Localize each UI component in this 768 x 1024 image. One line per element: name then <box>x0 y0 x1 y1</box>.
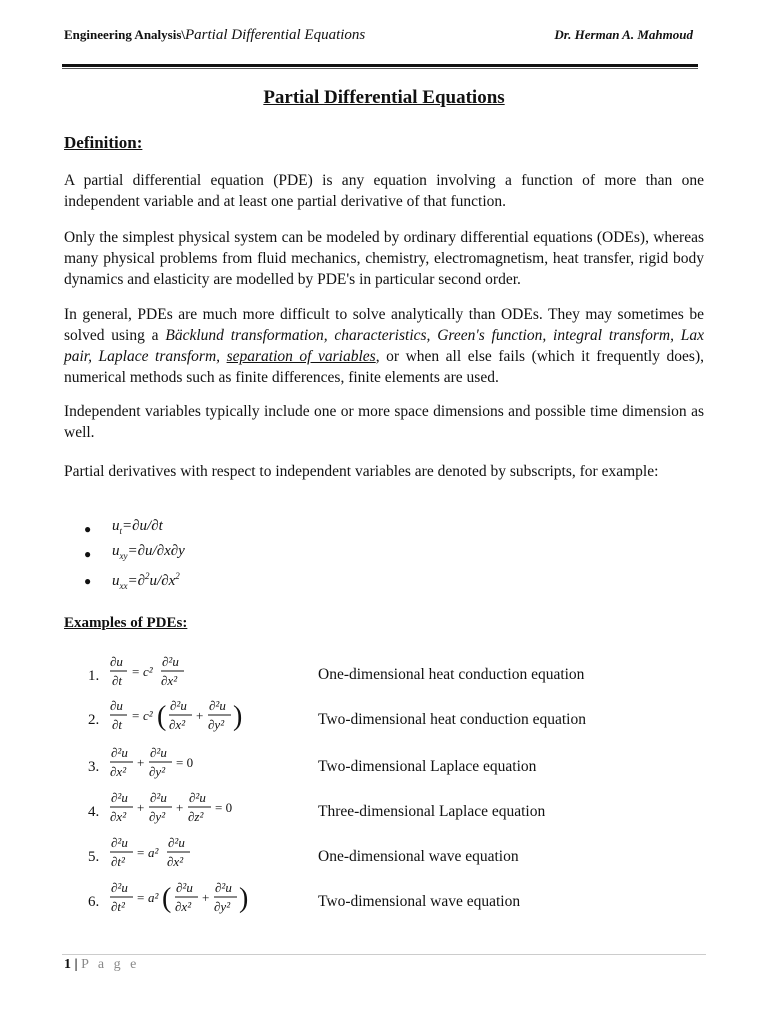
equation-number: 2. <box>88 712 100 728</box>
equation-number: 3. <box>88 759 100 775</box>
paragraph-methods <box>64 304 704 388</box>
svg-text:∂x²: ∂x² <box>110 764 127 779</box>
equation-formula <box>110 792 330 832</box>
svg-text:∂²u: ∂²u <box>215 880 232 895</box>
svg-text:∂²u: ∂²u <box>168 835 185 850</box>
footer-rule <box>62 954 706 955</box>
equation-formula <box>110 880 340 924</box>
svg-text:∂x²: ∂x² <box>175 899 192 914</box>
equation-formula <box>110 656 310 696</box>
list-item: ● $u_{xx}=\partial^2u/\partial x^2$ <box>84 571 180 591</box>
svg-text:(: ( <box>157 701 167 732</box>
separation-of-variables-link: separation of variables <box>226 348 376 365</box>
header-course-italic: Partial Differential Equations <box>185 27 366 43</box>
svg-text:c²: c² <box>143 664 153 679</box>
svg-text:∂²u: ∂²u <box>189 790 206 805</box>
header-course-bold: Engineering Analysis\ <box>64 27 185 42</box>
svg-text:∂²u: ∂²u <box>209 698 226 713</box>
svg-text:+: + <box>137 800 145 815</box>
svg-text:c²: c² <box>143 708 153 723</box>
equation-5-description: One-dimensional wave equation <box>318 848 519 865</box>
svg-text:∂²u: ∂²u <box>111 745 128 760</box>
paragraph-odes: Only the simplest physical system can be modeled by ordinary differential equations (ODEs), whereas many physical problems from fluid mechanics, chemistry, electromagnetism, heat transfer, rigid body dynamics and elasticity are modelled by PDE's in particular second order. <box>64 229 704 288</box>
equation-1-description: One-dimensional heat conduction equation <box>318 666 585 683</box>
svg-text:+: + <box>137 755 145 770</box>
svg-text:∂x²: ∂x² <box>169 717 186 732</box>
equation-3-description: Two-dimensional Laplace equation <box>318 758 537 775</box>
svg-text:∂²u: ∂²u <box>162 654 179 669</box>
paragraph-methods-intro: In general, PDEs are much more difficult to solve analytically than ODEs. They may sometimes be solved using a <box>64 306 704 344</box>
header-rule <box>62 64 698 67</box>
svg-text:∂z²: ∂z² <box>188 809 204 824</box>
equation-number: 5. <box>88 849 100 865</box>
svg-text:∂u: ∂u <box>110 698 123 713</box>
page-label: P a g e <box>81 957 140 972</box>
svg-text:∂u: ∂u <box>110 654 123 669</box>
equation-formula <box>110 747 310 787</box>
svg-text:∂y²: ∂y² <box>149 809 166 824</box>
svg-text:∂t²: ∂t² <box>111 899 125 914</box>
svg-text:+: + <box>202 890 210 905</box>
svg-text:∂²u: ∂²u <box>176 880 193 895</box>
svg-text:∂²u: ∂²u <box>170 698 187 713</box>
bullet-list <box>84 516 185 596</box>
svg-text:=: = <box>132 664 140 679</box>
equation-4-description: Three-dimensional Laplace equation <box>318 803 546 820</box>
svg-text:∂t: ∂t <box>112 717 123 732</box>
svg-text:∂²u: ∂²u <box>111 835 128 850</box>
equation-number: 4. <box>88 804 100 820</box>
svg-text:∂²u: ∂²u <box>111 880 128 895</box>
svg-text:= 0: = 0 <box>215 800 233 815</box>
svg-text:∂t: ∂t <box>112 673 123 688</box>
svg-text:∂t²: ∂t² <box>111 854 125 869</box>
svg-text:∂y²: ∂y² <box>208 717 225 732</box>
svg-text:=: = <box>137 890 145 905</box>
svg-text:= 0: = 0 <box>176 755 194 770</box>
svg-text:∂x²: ∂x² <box>167 854 184 869</box>
paragraph-subscripts: Partial derivatives with respect to independent variables are denoted by subscripts, for example: <box>64 463 659 480</box>
svg-text:∂²u: ∂²u <box>150 745 167 760</box>
svg-text:): ) <box>239 883 249 914</box>
svg-text:(: ( <box>162 883 172 914</box>
svg-text:∂x²: ∂x² <box>110 809 127 824</box>
svg-text:∂y²: ∂y² <box>149 764 166 779</box>
header-course <box>64 27 365 44</box>
page-number: 1 <box>64 957 71 972</box>
svg-text:=: = <box>132 708 140 723</box>
svg-text:a²: a² <box>148 890 159 905</box>
svg-text:∂²u: ∂²u <box>150 790 167 805</box>
examples-heading: Examples of PDEs: <box>64 615 188 631</box>
svg-text:a²: a² <box>148 845 159 860</box>
definition-heading: Definition: <box>64 133 143 152</box>
bullet-icon: ● <box>84 521 92 536</box>
svg-text:+: + <box>176 800 184 815</box>
methods-list: Bäcklund transformation, characteristics, Green's function, integral transform, Lax pair, Laplace transform, <box>64 327 705 365</box>
list-item: ● $u_{xy}=\partial u/\partial x\partial y$ <box>84 541 185 566</box>
svg-text:∂y²: ∂y² <box>214 899 231 914</box>
list-item: ● $u_t=\partial u/\partial t$ <box>84 516 185 541</box>
svg-text:+: + <box>196 708 204 723</box>
bullet-icon: ● <box>84 574 92 588</box>
bullet-icon: ● <box>84 546 92 561</box>
paragraph-methods-end: , or when all else fails (which it frequently does), numerical methods such as finite differences, finite elements are used. <box>64 348 704 386</box>
equation-number: 6. <box>88 894 100 910</box>
page-title: Partial Differential Equations <box>263 87 505 108</box>
header-rule-thin <box>62 68 698 69</box>
paragraph-definition: A partial differential equation (PDE) is any equation involving a function of more than one independent variable and at least one partial derivative of that function. <box>64 172 704 210</box>
header-author: Dr. Herman A. Mahmoud <box>554 27 693 42</box>
page-footer: 1 | P a g e <box>64 957 140 972</box>
equation-number: 1. <box>88 668 100 684</box>
equation-formula <box>110 698 330 742</box>
svg-text:): ) <box>233 701 243 732</box>
equation-6-description: Two-dimensional wave equation <box>318 893 521 910</box>
equation-2-description: Two-dimensional heat conduction equation <box>318 711 586 728</box>
paragraph-variables: Independent variables typically include one or more space dimensions and possible time dimension as well. <box>64 403 704 441</box>
svg-text:∂²u: ∂²u <box>111 790 128 805</box>
svg-text:=: = <box>137 845 145 860</box>
svg-text:∂x²: ∂x² <box>161 673 178 688</box>
equation-formula <box>110 837 310 877</box>
